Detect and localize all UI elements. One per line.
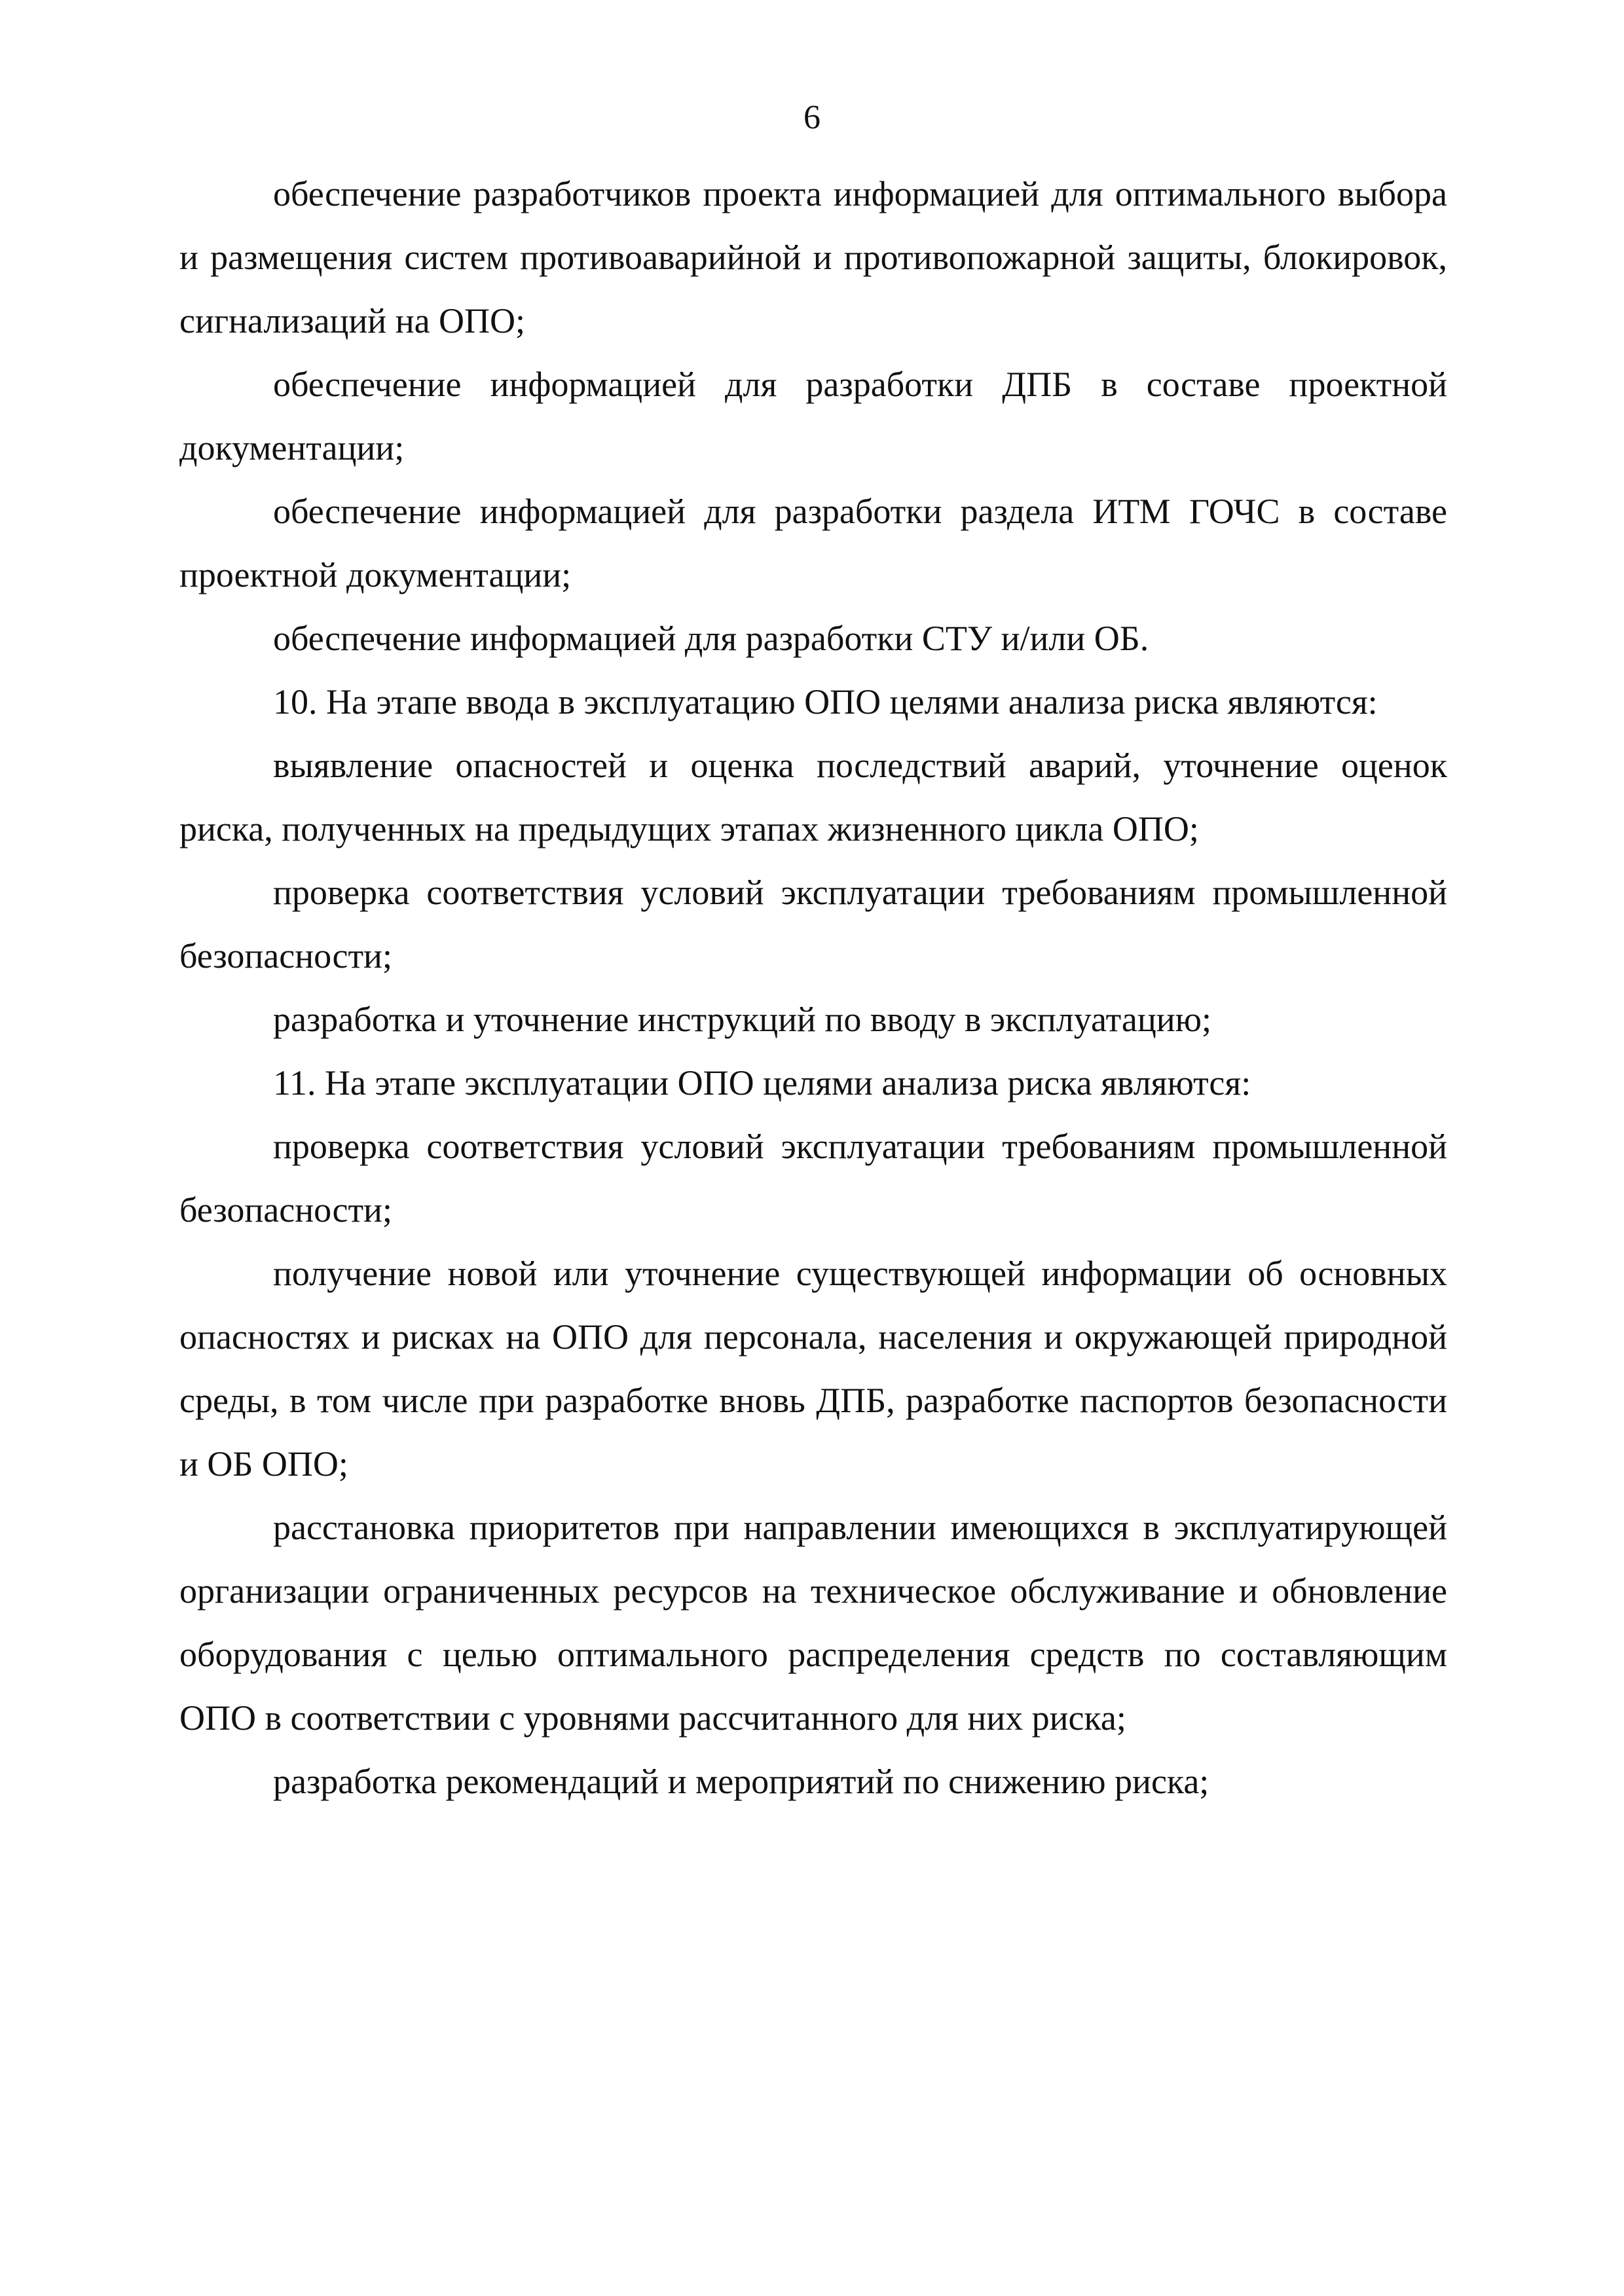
page-number: 6 (803, 99, 821, 136)
paragraph-13: разработка рекомендаций и мероприятий по снижению риска; (273, 1762, 1209, 1801)
paragraph-8: разработка и уточнение инструкций по вводу в эксплуатацию; (273, 1000, 1211, 1039)
paragraph-11: получение новой или уточнение существующей информации об основных опасностях и рисках на ОПО для персонала, населения и окружающей природной среды, в том числе при разработке вновь ДПБ, разработке паспортов безопасности и ОБ ОПО; (179, 1254, 1447, 1484)
paragraph-1: обеспечение разработчиков проекта информацией для оптимального выбора и размещения систем противоаварийной и противопожарной защиты, блокировок, сигнализаций на ОПО; (179, 174, 1447, 340)
paragraph-6: выявление опасностей и оценка последствий аварий, уточнение оценок риска, полученных на предыдущих этапах жизненного цикла ОПО; (179, 746, 1447, 848)
paragraph-9: 11. На этапе эксплуатации ОПО целями анализа риска являются: (273, 1063, 1251, 1102)
paragraph-12: расстановка приоритетов при направлении имеющихся в эксплуатирующей организации ограниченных ресурсов на техническое обслуживание и обновление оборудования с целью оптимального распределения средств по составляющим ОПО в соответствии с уровнями рассчитанного для них риска; (179, 1508, 1447, 1738)
paragraph-7: проверка соответствия условий эксплуатации требованиям промышленной безопасности; (179, 873, 1447, 975)
paragraph-4: обеспечение информацией для разработки СТУ и/или ОБ. (273, 619, 1149, 658)
paragraph-2: обеспечение информацией для разработки ДПБ в составе проектной документации; (179, 365, 1447, 467)
document-body (179, 162, 1447, 1813)
paragraph-3: обеспечение информацией для разработки раздела ИТМ ГОЧС в составе проектной документации; (179, 492, 1447, 594)
paragraph-5: 10. На этапе ввода в эксплуатацию ОПО целями анализа риска являются: (273, 682, 1378, 721)
paragraph-10: проверка соответствия условий эксплуатации требованиям промышленной безопасности; (179, 1127, 1447, 1230)
